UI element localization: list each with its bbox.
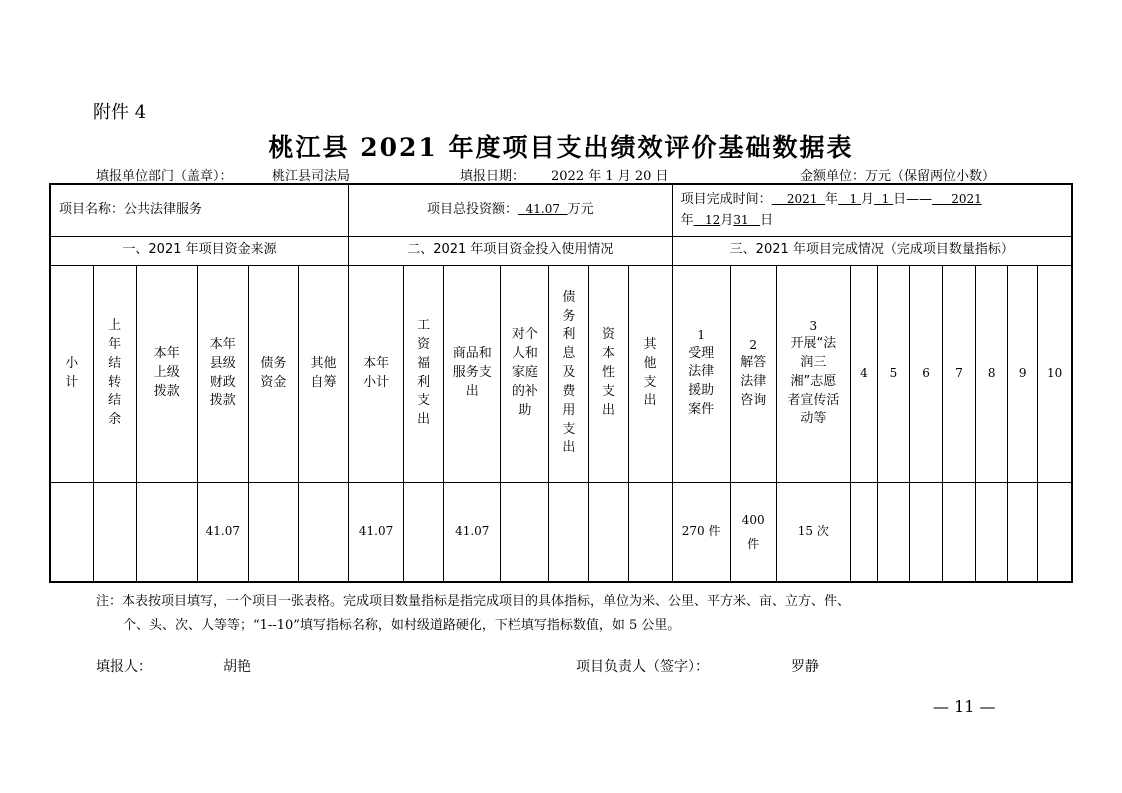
col-indicator-10: 10 (1038, 265, 1072, 482)
unit-label: 填报单位部门（盖章）： (96, 169, 233, 184)
col-debt-interest: 债务利息及费用支出 (549, 265, 589, 482)
value-upper-grant (136, 482, 197, 582)
date-value: 2022 年 1 月 20 日 (551, 169, 669, 184)
end-month: 12 (705, 213, 721, 228)
col-year-subtotal: 本年小计 (349, 265, 404, 482)
value-debt (248, 482, 298, 582)
completion-time-cell: 项目完成时间： 2021 年 1 月 1 日—— 2021 年 12月31 日 (672, 184, 1072, 236)
invest-unit: 万元 (567, 201, 594, 217)
value-salary (404, 482, 444, 582)
value-self-raised (298, 482, 348, 582)
value-indicator-1: 270 件 (672, 482, 730, 582)
project-invest-cell (349, 184, 673, 236)
amount-unit: 金额单位：万元（保留两位小数） (800, 169, 996, 184)
col-salary: 工资福利支出 (404, 265, 444, 482)
col-indicator-3: 3 开展“法润三湘”志愿者宣传活动等 (776, 265, 850, 482)
section-usage: 二、2021 年项目资金投入使用情况 (349, 236, 673, 265)
value-county-grant: 41.07 (197, 482, 248, 582)
unit-value: 桃江县司法局 (272, 169, 351, 184)
col-indicator-4: 4 (850, 265, 877, 482)
value-indicator-2: 400件 (730, 482, 776, 582)
section-source: 一、2021 年项目资金来源 (50, 236, 349, 265)
data-table (49, 183, 1073, 583)
value-subsidy (501, 482, 549, 582)
col-capital: 资本性支出 (589, 265, 628, 482)
col-subsidy: 对个人和家庭的补助 (501, 265, 549, 482)
value-goods-services: 41.07 (444, 482, 501, 582)
col-subtotal: 小计 (50, 265, 93, 482)
value-indicator-7 (943, 482, 976, 582)
col-indicator-8: 8 (976, 265, 1008, 482)
col-other: 其他支出 (628, 265, 672, 482)
col-indicator-6: 6 (910, 265, 943, 482)
page-number: — 11 — (933, 697, 996, 716)
end-day: 31 (733, 213, 749, 228)
value-capital (589, 482, 628, 582)
col-debt: 债务资金 (248, 265, 298, 482)
value-indicator-10 (1038, 482, 1072, 582)
filler-label: 填报人： (96, 659, 152, 675)
value-indicator-5 (877, 482, 909, 582)
filler-name: 胡艳 (223, 659, 251, 675)
values-row (50, 482, 1072, 582)
value-year-subtotal: 41.07 (349, 482, 404, 582)
leader-name: 罗静 (791, 659, 819, 675)
date-label: 填报日期： (460, 169, 526, 184)
leader-label: 项目负责人（签字）： (576, 659, 709, 675)
value-carryover (93, 482, 136, 582)
note-line-2: 个、头、次、人等等；“1--10”填写指标名称，如村级道路硬化，下栏填写指标数值，如 5 公里。 (123, 618, 681, 633)
value-indicator-4 (850, 482, 877, 582)
value-indicator-3: 15 次 (776, 482, 850, 582)
end-year: 2021 (951, 191, 982, 206)
value-other (628, 482, 672, 582)
col-county-grant: 本年县级财政拨款 (197, 265, 248, 482)
page-title: 桃江县 2021 年度项目支出绩效评价基础数据表 (268, 133, 854, 162)
col-self-raised: 其他自筹 (298, 265, 348, 482)
col-indicator-2: 2 解答法律咨询 (730, 265, 776, 482)
section-completion: 三、2021 年项目完成情况（完成项目数量指标） (672, 236, 1072, 265)
col-carryover: 上年结转结余 (93, 265, 136, 482)
project-name-value: 公共法律服务 (124, 201, 203, 217)
project-name-label: 项目名称： (59, 201, 125, 217)
value-debt-interest (549, 482, 589, 582)
start-year: 2021 (786, 191, 818, 206)
invest-label: 项目总投资额： (426, 201, 518, 217)
note-line-1: 注：本表按项目填写，一个项目一张表格。完成项目数量指标是指完成项目的具体指标，单位为米、公里、平方米、亩、立方、件、 (96, 594, 851, 609)
start-day: 1 (881, 191, 890, 206)
value-indicator-8 (976, 482, 1008, 582)
col-indicator-1: 1 受理法律援助案件 (672, 265, 730, 482)
attachment-label: 附件 4 (93, 102, 147, 123)
value-indicator-6 (910, 482, 943, 582)
col-indicator-9: 9 (1008, 265, 1038, 482)
completion-label: 项目完成时间： (680, 191, 772, 207)
start-month: 1 (849, 191, 858, 206)
col-goods-services: 商品和服务支出 (444, 265, 501, 482)
invest-value: 41.07 (525, 201, 560, 216)
value-indicator-9 (1008, 482, 1038, 582)
value-subtotal (50, 482, 93, 582)
project-name-cell (50, 184, 349, 236)
col-upper-grant: 本年上级拨款 (136, 265, 197, 482)
col-indicator-7: 7 (943, 265, 976, 482)
col-indicator-5: 5 (877, 265, 909, 482)
